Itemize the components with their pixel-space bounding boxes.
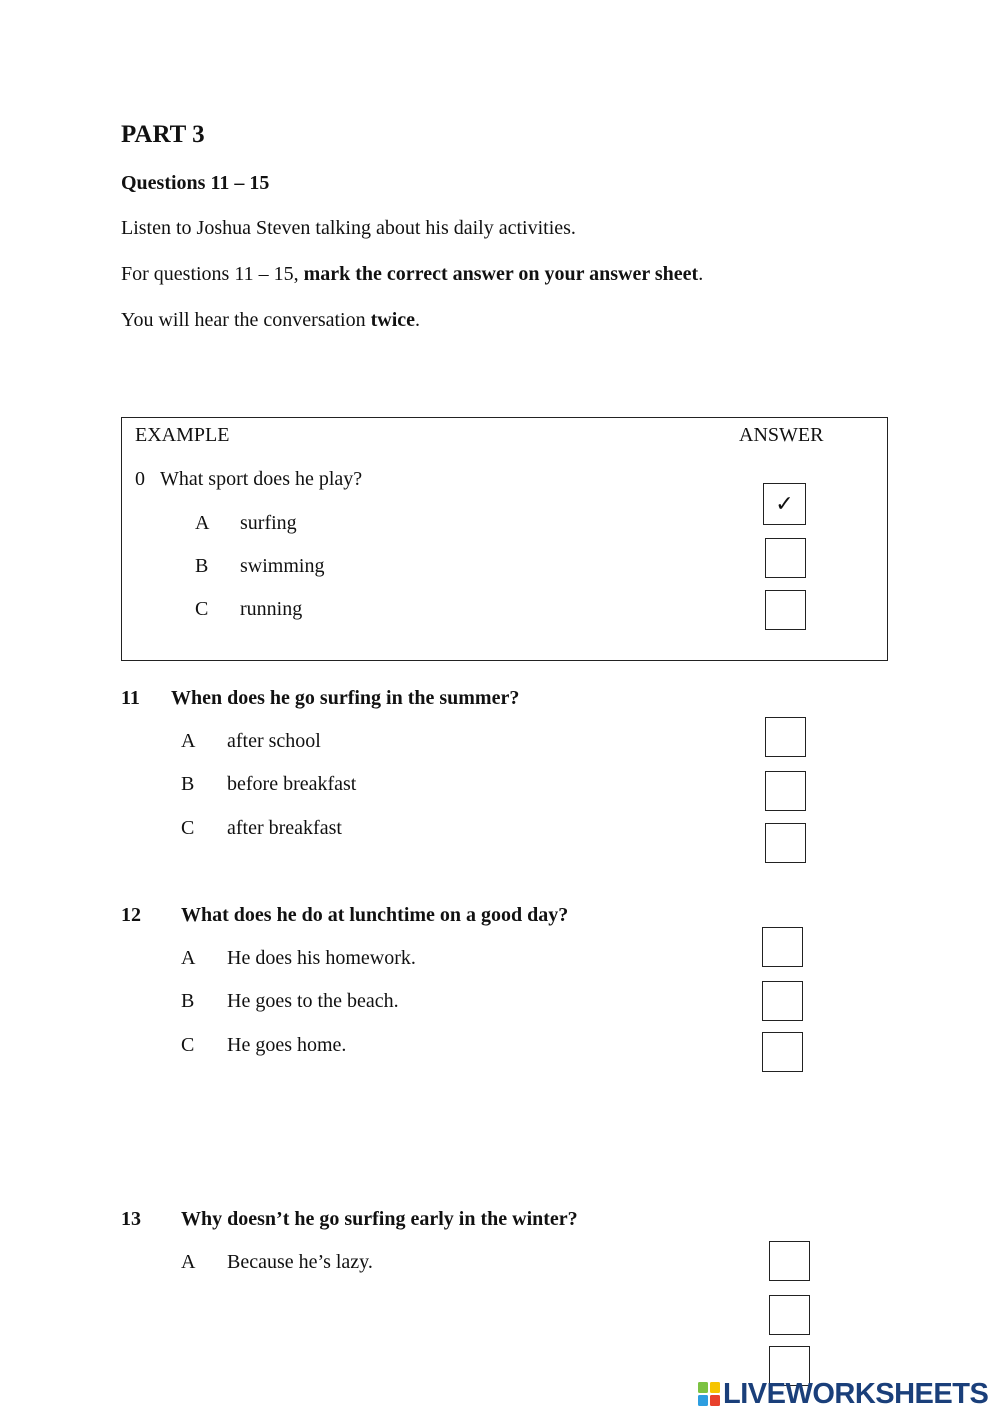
instruction-line-3-suffix: . bbox=[415, 309, 421, 331]
option-text: He goes to the beach. bbox=[227, 990, 399, 1012]
q13-checkbox-a[interactable] bbox=[769, 1241, 810, 1281]
q11-checkbox-c[interactable] bbox=[765, 823, 806, 863]
example-option-letter: C bbox=[195, 598, 209, 620]
liveworksheets-logo bbox=[697, 1378, 988, 1410]
question-number: 12 bbox=[121, 904, 141, 926]
option-letter: A bbox=[181, 730, 196, 752]
example-option-letter: A bbox=[195, 512, 210, 534]
liveworksheets-logo-icon bbox=[697, 1381, 721, 1407]
option-text: He goes home. bbox=[227, 1034, 347, 1056]
question-number: 13 bbox=[121, 1208, 141, 1230]
liveworksheets-brand: LIVEWORKSHEETS bbox=[723, 1377, 989, 1410]
answer-label: ANSWER bbox=[739, 424, 824, 446]
q11-checkbox-a[interactable] bbox=[765, 717, 806, 757]
option-letter: C bbox=[181, 1034, 195, 1056]
example-option-letter: B bbox=[195, 555, 209, 577]
example-number: 0 bbox=[135, 468, 145, 490]
instruction-line-3-prefix: You will hear the conversation bbox=[121, 309, 371, 331]
instruction-line-2-emphasis: mark the correct answer on your answer sheet bbox=[303, 263, 699, 285]
q12-checkbox-a[interactable] bbox=[762, 927, 803, 967]
checkmark-icon: ✓ bbox=[775, 491, 794, 516]
option-letter: B bbox=[181, 773, 195, 795]
q12-checkbox-c[interactable] bbox=[762, 1032, 803, 1072]
option-letter: A bbox=[181, 947, 196, 969]
instruction-line-3 bbox=[121, 309, 420, 332]
instruction-line-2-suffix: . bbox=[698, 263, 704, 285]
option-text: after breakfast bbox=[227, 817, 342, 839]
question-number: 11 bbox=[121, 687, 140, 709]
part-title: PART 3 bbox=[121, 121, 205, 148]
example-answer-checkbox-a[interactable] bbox=[763, 483, 806, 525]
instruction-line-2-prefix: For questions 11 – 15, bbox=[121, 263, 304, 285]
example-label: EXAMPLE bbox=[135, 424, 230, 446]
q11-checkbox-b[interactable] bbox=[765, 771, 806, 811]
question-text: Why doesn’t he go surfing early in the winter? bbox=[181, 1208, 578, 1230]
example-answer-checkbox-b[interactable] bbox=[765, 538, 806, 578]
instruction-line-2 bbox=[121, 263, 703, 286]
option-text: after school bbox=[227, 730, 321, 752]
option-text: Because he’s lazy. bbox=[227, 1251, 373, 1273]
example-question: What sport does he play? bbox=[160, 468, 363, 490]
example-answer-checkbox-c[interactable] bbox=[765, 590, 806, 630]
question-text: When does he go surfing in the summer? bbox=[171, 687, 520, 709]
option-letter: C bbox=[181, 817, 195, 839]
option-letter: B bbox=[181, 990, 195, 1012]
example-option-text: surfing bbox=[240, 512, 297, 534]
option-text: before breakfast bbox=[227, 773, 357, 795]
option-letter: A bbox=[181, 1251, 196, 1273]
q12-checkbox-b[interactable] bbox=[762, 981, 803, 1021]
option-text: He does his homework. bbox=[227, 947, 416, 969]
q13-checkbox-b[interactable] bbox=[769, 1295, 810, 1335]
questions-range: Questions 11 – 15 bbox=[121, 172, 270, 194]
example-option-text: swimming bbox=[240, 555, 325, 577]
example-option-text: running bbox=[240, 598, 303, 620]
instruction-line-3-emphasis: twice bbox=[370, 309, 416, 331]
instruction-line-1: Listen to Joshua Steven talking about his daily activities. bbox=[121, 217, 576, 239]
question-text: What does he do at lunchtime on a good day? bbox=[181, 904, 569, 926]
